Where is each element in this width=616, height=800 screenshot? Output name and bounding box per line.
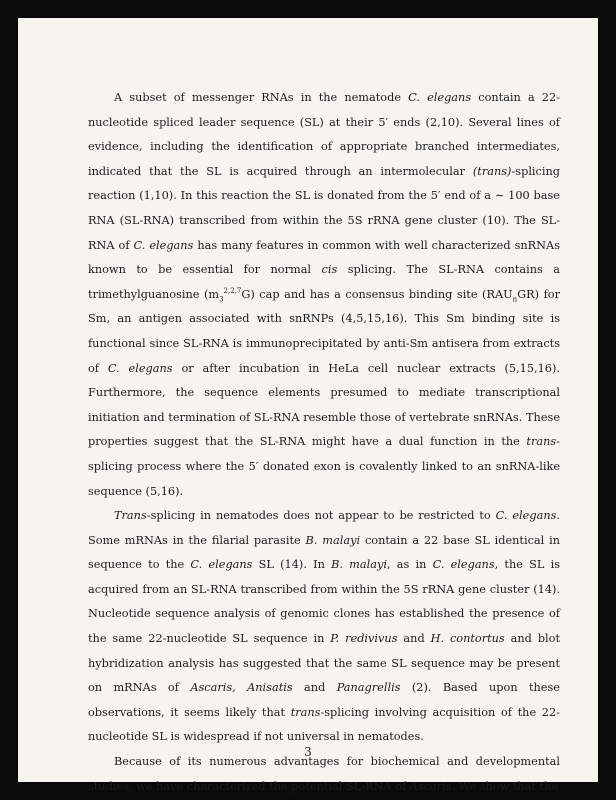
text-run: We show that the [455, 779, 559, 793]
superscript: 2,2,7 [223, 286, 242, 295]
page-number: 3 [304, 745, 312, 759]
italic-text: C. elegans. [495, 509, 560, 523]
italic-text: trans [290, 705, 321, 719]
italic-text: trans [526, 435, 557, 449]
paragraph-2 [88, 504, 560, 750]
subscript: 3 [219, 295, 224, 303]
italic-text: Ascaris. [409, 779, 456, 793]
text-run: Because of its numerous advantages for biochemical and developmental studies, we have characterized the potential SL-RNA of [88, 755, 560, 793]
text-run: A subset of messenger RNAs in the nematode [114, 91, 409, 104]
italic-text: C. elegans [190, 558, 253, 572]
italic-text: C. elegans [408, 91, 472, 104]
italic-text: B. malayi [305, 533, 361, 547]
italic-text: (trans) [472, 164, 512, 178]
body-text [88, 86, 560, 799]
paragraph-1 [88, 86, 560, 504]
text-run: -splicing reaction (1,10). In this reaction the SL is donated from the 5′ end of a ∼ 100 base RNA (SL-RNA) transcribed from within the 5S rRNA gene cluster (10). The SL-RNA of [88, 164, 560, 252]
text-run: G) cap and has a consensus binding site (RAU [241, 287, 513, 301]
text-run: (2). Based upon these observations, it seems likely that [88, 681, 560, 719]
italic-text: P. redivivus [330, 632, 398, 646]
italic-text: B. malayi [331, 558, 387, 572]
italic-text: Ascaris, Anisatis [190, 681, 293, 695]
text-run: , the SL is acquired from an SL-RNA transcribed from within the 5S rRNA gene cluster (14). Nucleotide sequence analysis of genomic clones has established the presence of the same 22-nucleotide SL sequence in [88, 558, 560, 646]
text-run: contain a 22-nucleotide spliced leader sequence (SL) at their 5′ ends (2,10). Several lines of evidence, including the identification of appropriate branched intermediates, indicated that the SL is acquired through an intermolecular [88, 91, 560, 178]
document-page [18, 18, 598, 793]
text-run: -splicing in nematodes does not appear to be restricted to [146, 509, 496, 523]
italic-text: C. elegans [133, 238, 194, 252]
text-run: and [292, 681, 337, 695]
text-run: and blot hybridization analysis has suggested that the same SL sequence may be present on mRNAs of [88, 632, 561, 695]
text-run: and [397, 632, 431, 646]
italic-text: Trans [114, 509, 147, 523]
italic-text: Panagrellis [336, 681, 401, 695]
text-run: SL (14). In [252, 558, 332, 572]
italic-text: C. elegans [432, 558, 495, 572]
text-run: has many features in common with well characterized snRNAs known to be essential for normal [88, 238, 560, 277]
text-run: -splicing process where the 5′ donated exon is covalently linked to an snRNA-like sequence (5,16). [88, 435, 560, 498]
text-run: splicing. The SL-RNA contains a trimethylguanosine (m [88, 263, 560, 301]
text-run: or after incubation in HeLa cell nuclear extracts (5,15,16). Furthermore, the sequence elements presumed to mediate transcriptional initiation and termination of SL-RNA resemble those of vertebrate snRNAs. These properties suggest that the SL-RNA might have a dual function in the [88, 361, 560, 449]
text-run: -splicing involving acquisition of the 22-nucleotide SL is widespread if not universal in nematodes. [88, 705, 560, 744]
text-run: contain a 22 base SL identical in sequence to the [88, 533, 560, 572]
text-run: GR) for Sm, an antigen associated with snRNPs (4,5,15,16). This Sm binding site is functional since SL-RNA is immunoprecipitated by anti-Sm antisera from extracts of [88, 287, 560, 375]
italic-text: H. contortus [430, 632, 505, 646]
text-run: Some mRNAs in the filarial parasite [88, 533, 306, 547]
text-run: , as in [386, 558, 433, 572]
italic-text: C. elegans [107, 361, 173, 375]
italic-text: cis [321, 263, 338, 277]
subscript: n [512, 295, 518, 303]
